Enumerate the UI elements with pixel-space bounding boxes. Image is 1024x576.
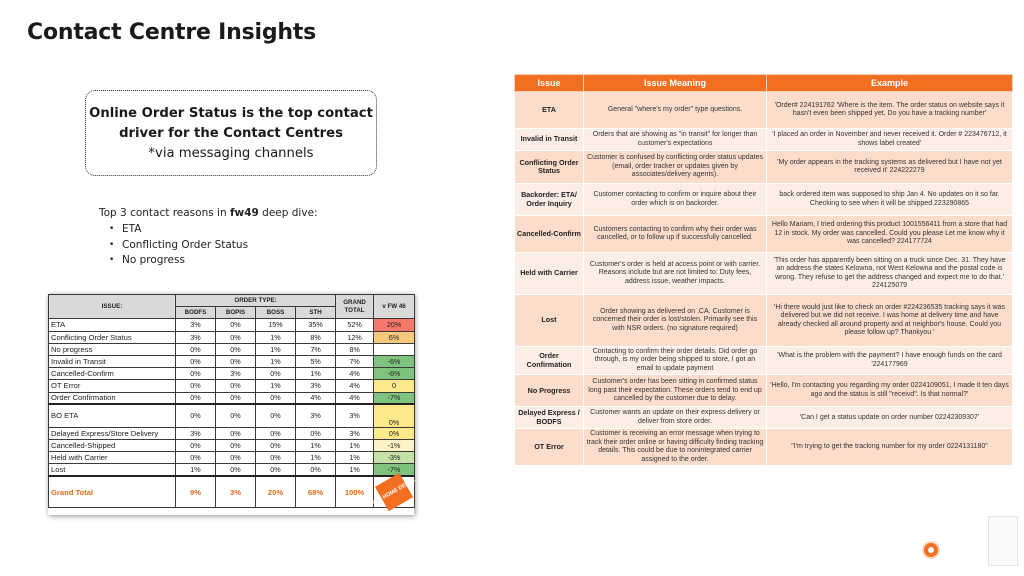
issue-cell: Lost bbox=[49, 464, 176, 476]
value-cell: 3% bbox=[336, 404, 374, 427]
reasons-list bbox=[99, 222, 318, 269]
vfw-cell: 0% bbox=[374, 427, 415, 439]
meaning-cell: Customer is receiving an error message when trying to track their order online or having difficulty finding tracking details. This could be due to nonintegrated carrier assigned to the order. bbox=[584, 429, 767, 466]
value-cell: 0% bbox=[176, 439, 216, 451]
issue-cell: Cancelled-Shipped bbox=[49, 439, 176, 451]
vfw-cell: -3% bbox=[374, 452, 415, 464]
grand-total-value: 100% bbox=[336, 476, 374, 508]
value-cell: 3% bbox=[296, 380, 336, 392]
table-row bbox=[49, 355, 415, 367]
value-cell: 0% bbox=[216, 452, 256, 464]
logo-cell bbox=[371, 476, 417, 508]
reason-item: • ETA bbox=[99, 222, 318, 238]
issue-cell: ETA bbox=[49, 319, 176, 331]
table-row bbox=[49, 319, 415, 331]
value-cell: 1% bbox=[256, 355, 296, 367]
value-cell: 0% bbox=[256, 452, 296, 464]
example-cell: Hello Mariam, I tried ordering this product 1001556411 from a store that had 12 in stock. My order was cancelled. Could you please Let me know why it was cancelled? 224177724 bbox=[767, 216, 1013, 253]
brand-logo-icon bbox=[922, 541, 940, 559]
value-cell: 1% bbox=[336, 439, 374, 451]
meaning-cell: Customer's order has been sitting in confirmed status long past their expectation. These orders tend to end up cancelled by the customer due to delay. bbox=[584, 375, 767, 407]
issue-cell: Held with Carrier bbox=[49, 452, 176, 464]
value-cell: 3% bbox=[176, 319, 216, 331]
example-cell: 'I placed an order in November and never received it. Order # 223476712, it shows label created' bbox=[767, 129, 1013, 151]
issue-cell: No progress bbox=[49, 343, 176, 355]
callout-line-3: *via messaging channels bbox=[148, 146, 314, 161]
value-cell: 3% bbox=[176, 331, 216, 343]
grand-total-value: 3% bbox=[216, 476, 256, 508]
reasons-suffix: deep dive: bbox=[258, 207, 318, 219]
value-cell: 0% bbox=[176, 404, 216, 427]
header-order-type: ORDER TYPE: bbox=[176, 295, 336, 307]
value-cell: 1% bbox=[296, 439, 336, 451]
meaning-cell: Customers contacting to confirm why their order was cancelled, or to follow up if successfully cancelled. bbox=[584, 216, 767, 253]
value-cell: 0% bbox=[256, 392, 296, 404]
table-row bbox=[49, 331, 415, 343]
value-cell: 0% bbox=[176, 368, 216, 380]
value-cell: 1% bbox=[296, 368, 336, 380]
issue-cell: Conflicting Order Status bbox=[515, 151, 584, 184]
table-row bbox=[49, 404, 415, 427]
vfw-cell: -7% bbox=[374, 464, 415, 476]
value-cell: 0% bbox=[216, 404, 256, 427]
example-cell: 'My order appears in the tracking systems as delivered but I have not yet received it' 224222279 bbox=[767, 151, 1013, 184]
table-row bbox=[515, 151, 1013, 184]
value-cell: 0% bbox=[256, 464, 296, 476]
home-depot-logo-icon: THE HOME DEPOT bbox=[375, 473, 413, 511]
value-cell: 0% bbox=[176, 392, 216, 404]
value-cell: 35% bbox=[296, 319, 336, 331]
table-row bbox=[49, 380, 415, 392]
reasons-prefix: Top 3 contact reasons in bbox=[99, 207, 230, 219]
example-cell: 'Hi there would just like to check on order #224236535 tracking says it was delivered but we did not receive. I was home at delivery time and have already checked all around property and at neighbor's house. Could you please follow up? Thankyou ' bbox=[767, 295, 1013, 347]
table-row bbox=[49, 427, 415, 439]
value-cell: 12% bbox=[336, 331, 374, 343]
grand-total-value: 68% bbox=[296, 476, 336, 508]
callout-box bbox=[85, 90, 377, 176]
meaning-cell: Customer wants an update on their express delivery or deliver from store order. bbox=[584, 407, 767, 429]
table-row bbox=[49, 464, 415, 476]
value-cell: 4% bbox=[336, 392, 374, 404]
value-cell: 7% bbox=[336, 355, 374, 367]
value-cell: 8% bbox=[296, 331, 336, 343]
value-cell: 52% bbox=[336, 319, 374, 331]
header-vfw: v FW 46 bbox=[374, 295, 415, 319]
value-cell: 7% bbox=[296, 343, 336, 355]
value-cell: 1% bbox=[336, 464, 374, 476]
value-cell: 0% bbox=[176, 380, 216, 392]
issue-cell: Invalid in Transit bbox=[49, 355, 176, 367]
issue-cell: Invalid in Transit bbox=[515, 129, 584, 151]
example-cell: 'Hello, I'm contacting you regarding my order 0224109051, I made it ten days ago and the status is still "receivd". Is that normal?' bbox=[767, 375, 1013, 407]
value-cell: 3% bbox=[296, 404, 336, 427]
vfw-cell: -7% bbox=[374, 392, 415, 404]
value-cell: 3% bbox=[336, 427, 374, 439]
header-sth: STH bbox=[296, 307, 336, 319]
value-cell: 0% bbox=[256, 439, 296, 451]
table-row bbox=[515, 216, 1013, 253]
reason-item: • No progress bbox=[99, 253, 318, 269]
example-cell: 'Can I get a status update on order number 02242309307' bbox=[767, 407, 1013, 429]
example-cell: "I'm trying to get the tracking number for my order 0224131180" bbox=[767, 429, 1013, 466]
example-cell: 'What is the problem with the payment? I have enough funds on the card '224177969 bbox=[767, 347, 1013, 375]
slide-thumbnail bbox=[988, 516, 1018, 566]
grand-total-value: 20% bbox=[256, 476, 296, 508]
value-cell: 15% bbox=[256, 319, 296, 331]
vfw-cell: -6% bbox=[374, 368, 415, 380]
vfw-cell bbox=[374, 343, 415, 355]
table-row bbox=[515, 407, 1013, 429]
value-cell: 0% bbox=[216, 439, 256, 451]
value-cell: 0% bbox=[216, 427, 256, 439]
table-row bbox=[515, 184, 1013, 216]
value-cell: 0% bbox=[296, 464, 336, 476]
table-row bbox=[515, 375, 1013, 407]
value-cell: 0% bbox=[216, 464, 256, 476]
issue-cell: Delayed Express/Store Delivery bbox=[49, 427, 176, 439]
vfw-cell: -6% bbox=[374, 355, 415, 367]
example-cell: 'Order# 224191762 'Where is the item. The order status on website says it hasn't even been shipped yet. Do you have a tracking number' bbox=[767, 92, 1013, 129]
issue-cell: Backorder: ETA/ Order Inquiry bbox=[515, 184, 584, 216]
meaning-cell: Customer contacting to confirm or inquire about their order which is on backorder. bbox=[584, 184, 767, 216]
value-cell: 1% bbox=[256, 380, 296, 392]
meaning-cell: Order showing as delivered on .CA. Customer is concerned their order is lost/stolen. Primarily see this with NSR orders. (no signature required) bbox=[584, 295, 767, 347]
issue-cell: Order Confirmation bbox=[49, 392, 176, 404]
value-cell: 0% bbox=[256, 404, 296, 427]
value-cell: 1% bbox=[256, 343, 296, 355]
example-cell: 'This order has apparently been sitting on a truck since Dec. 31. They have an address the states Kelowna, not West Kelowna and the postal code is wrong. They refuse to get the address changed and expect me to do that.' 224125079 bbox=[767, 253, 1013, 295]
value-cell: 5% bbox=[296, 355, 336, 367]
page-title: Contact Centre Insights bbox=[27, 20, 317, 45]
callout-line-2: driver for the Contact Centres bbox=[119, 126, 343, 141]
issue-cell: OT Error bbox=[49, 380, 176, 392]
value-cell: 1% bbox=[176, 464, 216, 476]
table-row bbox=[49, 343, 415, 355]
issue-cell: ETA bbox=[515, 92, 584, 129]
value-cell: 8% bbox=[336, 343, 374, 355]
value-cell: 3% bbox=[176, 427, 216, 439]
table-row bbox=[515, 347, 1013, 375]
value-cell: 0% bbox=[216, 392, 256, 404]
top-reasons bbox=[99, 205, 318, 269]
table-row bbox=[49, 368, 415, 380]
table-row bbox=[515, 429, 1013, 466]
header-issue-meaning: Issue Meaning bbox=[584, 75, 767, 92]
meaning-cell: Customer's order is held at access point or with carrier. Reasons include but are not limited to: Duty fees, address issue, weather impacts. bbox=[584, 253, 767, 295]
header-issue: ISSUE: bbox=[49, 295, 176, 319]
value-cell: 3% bbox=[216, 368, 256, 380]
value-cell: 0% bbox=[176, 452, 216, 464]
table-row bbox=[515, 295, 1013, 347]
vfw-cell: 0 bbox=[374, 380, 415, 392]
value-cell: 0% bbox=[176, 343, 216, 355]
value-cell: 0% bbox=[176, 355, 216, 367]
issue-cell: No Progress bbox=[515, 375, 584, 407]
vfw-cell: 0% bbox=[374, 404, 415, 427]
value-cell: 4% bbox=[336, 368, 374, 380]
vfw-cell: 20% bbox=[374, 319, 415, 331]
table-row bbox=[515, 253, 1013, 295]
issue-definitions-table bbox=[514, 74, 1013, 466]
grand-total-label: Grand Total bbox=[49, 476, 176, 508]
value-cell: 4% bbox=[296, 392, 336, 404]
table-row bbox=[49, 452, 415, 464]
issue-breakdown-table bbox=[48, 294, 417, 515]
reasons-week: fw49 bbox=[229, 207, 259, 219]
issue-cell: Conflicting Order Status bbox=[49, 331, 176, 343]
meaning-cell: General "where's my order" type questions. bbox=[584, 92, 767, 129]
value-cell: 0% bbox=[216, 380, 256, 392]
value-cell: 0% bbox=[216, 355, 256, 367]
issue-cell: OT Error bbox=[515, 429, 584, 466]
value-cell: 0% bbox=[256, 368, 296, 380]
callout-line-1: Online Order Status is the top contact bbox=[89, 106, 373, 121]
value-cell: 1% bbox=[296, 452, 336, 464]
header-boss: BOSS bbox=[256, 307, 296, 319]
value-cell: 0% bbox=[216, 319, 256, 331]
meaning-cell: Orders that are showing as "in transit" for longer than customer's expectations bbox=[584, 129, 767, 151]
header-bopis: BOPIS bbox=[216, 307, 256, 319]
reason-item: • Conflicting Order Status bbox=[99, 238, 318, 254]
meaning-cell: Contacting to confirm their order details. Did order go through, is my order being shipped to store, I got an email to update payment bbox=[584, 347, 767, 375]
vfw-cell: -1% bbox=[374, 439, 415, 451]
value-cell: 1% bbox=[336, 452, 374, 464]
example-cell: back ordered item was supposed to ship Jan 4. No updates on it so far. Checking to see when it will be shipped 223290865 bbox=[767, 184, 1013, 216]
issue-cell: Held with Carrier bbox=[515, 253, 584, 295]
value-cell: 4% bbox=[336, 380, 374, 392]
value-cell: 1% bbox=[256, 331, 296, 343]
value-cell: 0% bbox=[216, 343, 256, 355]
issue-cell: Order Confirmation bbox=[515, 347, 584, 375]
value-cell: 0% bbox=[216, 331, 256, 343]
issue-cell: BO ETA bbox=[49, 404, 176, 427]
vfw-cell: 6% bbox=[374, 331, 415, 343]
header-grand-total: GRAND TOTAL bbox=[336, 295, 374, 319]
top-reasons-heading bbox=[99, 205, 318, 221]
grand-total-value: 9% bbox=[176, 476, 216, 508]
table-row bbox=[515, 129, 1013, 151]
value-cell: 0% bbox=[296, 427, 336, 439]
header-example: Example bbox=[767, 75, 1013, 92]
issue-cell: Cancelled-Confirm bbox=[515, 216, 584, 253]
table-row bbox=[49, 439, 415, 451]
value-cell: 0% bbox=[256, 427, 296, 439]
header-bodfs: BODFS bbox=[176, 307, 216, 319]
table-row bbox=[49, 392, 415, 404]
issue-cell: Cancelled-Confirm bbox=[49, 368, 176, 380]
table-row bbox=[515, 92, 1013, 129]
issue-cell: Lost bbox=[515, 295, 584, 347]
header-issue: Issue bbox=[515, 75, 584, 92]
grand-total-row bbox=[49, 476, 415, 508]
meaning-cell: Customer is confused by conflicting order status updates (email, order tracker or updates given by associates/delivery agents). bbox=[584, 151, 767, 184]
issue-cell: Delayed Express / BODFS bbox=[515, 407, 584, 429]
